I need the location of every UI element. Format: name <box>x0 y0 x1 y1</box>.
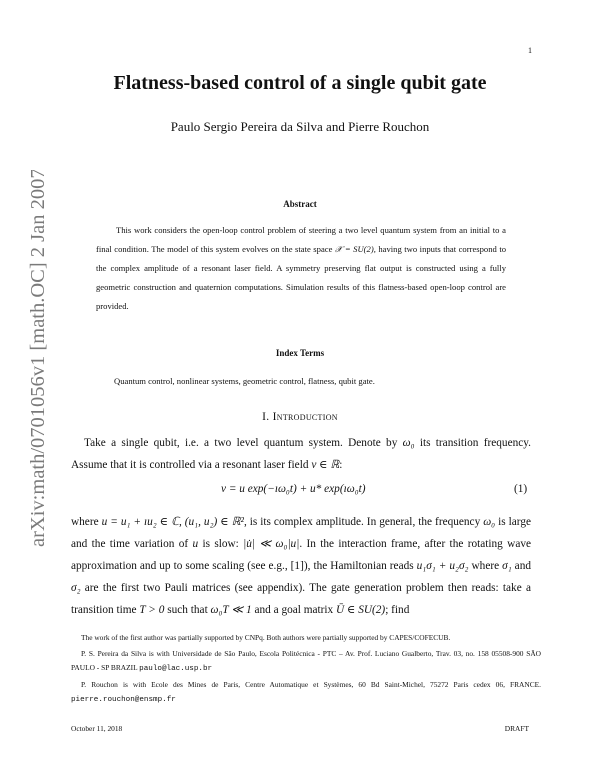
math-sigma1: σ₁ <box>502 560 512 572</box>
intro-text: ; find <box>385 604 410 616</box>
index-terms-text: Quantum control, nonlinear systems, geometric control, flatness, qubit gate. <box>114 376 375 386</box>
page-number: 1 <box>528 46 532 55</box>
section-heading-introduction <box>0 411 600 423</box>
intro-text: : <box>339 459 343 471</box>
math-u-definition: u = u₁ + ıu₂ ∈ ℂ, (u₁, u₂) ∈ ℝ² <box>101 516 244 528</box>
intro-paragraph-1 <box>71 432 531 476</box>
intro-text: and <box>511 560 531 572</box>
email-link-author-1[interactable]: paulo@lac.usp.br <box>139 665 213 673</box>
section-title: Introduction <box>272 411 338 423</box>
equation-body: v = u exp(−ıω₀t) + u* exp(ıω₀t) <box>221 483 366 495</box>
math-omega0-T: ω₀T ≪ 1 <box>210 604 252 616</box>
intro-text: , is its complex amplitude. In general, the frequency <box>243 516 484 528</box>
intro-text: where <box>468 560 503 572</box>
math-T-positive: T > 0 <box>139 604 165 616</box>
intro-text: Take a single qubit, i.e. a two level quantum system. Denote by <box>84 437 403 449</box>
paper-title: Flatness-based control of a single qubit gate <box>113 72 487 94</box>
abstract-text-1: This work considers the open-loop control problem of steering a two level quantum system from an initial to a final condition. The model of this system evolves on the state space <box>96 225 506 254</box>
intro-text: such that <box>164 604 211 616</box>
footnotes <box>71 631 541 709</box>
intro-text: . In the interaction frame, after the rotating wave approximation and up to some scaling (see e.g., [1]), the Hamiltonian reads <box>71 538 532 572</box>
footnote-affiliation: P. S. Pereira da Silva is with Universidade de São Paulo, Escola Politécnica - PTC – Av. Prof. Luciano Gualberto, Trav. 03, no. 158 05508-900 SÃO PAULO - SP BRAZIL <box>71 648 541 672</box>
footer-date: October 11, 2018 <box>71 724 123 733</box>
intro-text: its transition frequency. Assume that it is controlled via a resonant laser field <box>71 437 531 471</box>
footnote-funding: The work of the first author was partially supported by CNPq. Both authors were partially supported by CAPES/COFECUB. <box>81 633 451 642</box>
intro-text: are the first two Pauli matrices (see appendix). The gate generation problem then reads: take a transition time <box>71 582 531 616</box>
email-link-author-2[interactable]: pierre.rouchon@ensmp.fr <box>71 696 176 704</box>
abstract-state-space: 𝒳 = SU(2) <box>334 244 374 254</box>
math-v-in-R: v ∈ ℝ <box>311 459 340 471</box>
intro-text: where <box>71 516 102 528</box>
index-terms-heading: Index Terms <box>275 348 325 358</box>
arxiv-id-text: arXiv:math/0701056v1 [math.OC] 2 Jan 2007 <box>27 170 49 547</box>
intro-text: is slow: <box>198 538 244 550</box>
footer-draft-label: DRAFT <box>504 724 529 733</box>
math-slow-condition: |u̇| ≪ ω₀|u| <box>243 538 300 550</box>
abstract-text-2: , having two inputs that correspond to the complex amplitude of a resonant laser field. A symmetry preserving flat output is constructed using a fully geometric construction and quaternion computations. Simulation results of this flatness-based open-loop control are provided. <box>96 244 506 311</box>
footnote-affiliation: P. Rouchon is with Ecole des Mines de Paris, Centre Automatique et Systèmes, 60 Bd Saint-Michel, 75272 Paris cedex 06, FRANCE. <box>81 679 541 689</box>
intro-text: and a goal matrix <box>251 604 337 616</box>
intro-text: is large and the time variation of <box>71 516 531 550</box>
section-numeral: I. <box>262 411 273 423</box>
arxiv-stamp <box>16 170 56 550</box>
footnote-author-1 <box>71 647 541 677</box>
math-goal-matrix: Ū ∈ SU(2) <box>336 604 386 616</box>
math-sigma2: σ₂ <box>71 582 81 594</box>
footnote-author-2 <box>71 678 541 708</box>
paper-authors: Paulo Sergio Pereira da Silva and Pierre Rouchon <box>170 119 430 134</box>
math-omega0: ω₀ <box>402 437 415 449</box>
equation-number: (1) <box>514 483 528 495</box>
math-omega0: ω₀ <box>483 516 496 528</box>
intro-paragraph-2 <box>71 511 531 621</box>
abstract-heading: Abstract <box>283 199 317 209</box>
abstract-body <box>96 221 506 316</box>
math-u: u <box>192 538 199 550</box>
math-hamiltonian: u₁σ₁ + u₂σ₂ <box>416 560 469 572</box>
